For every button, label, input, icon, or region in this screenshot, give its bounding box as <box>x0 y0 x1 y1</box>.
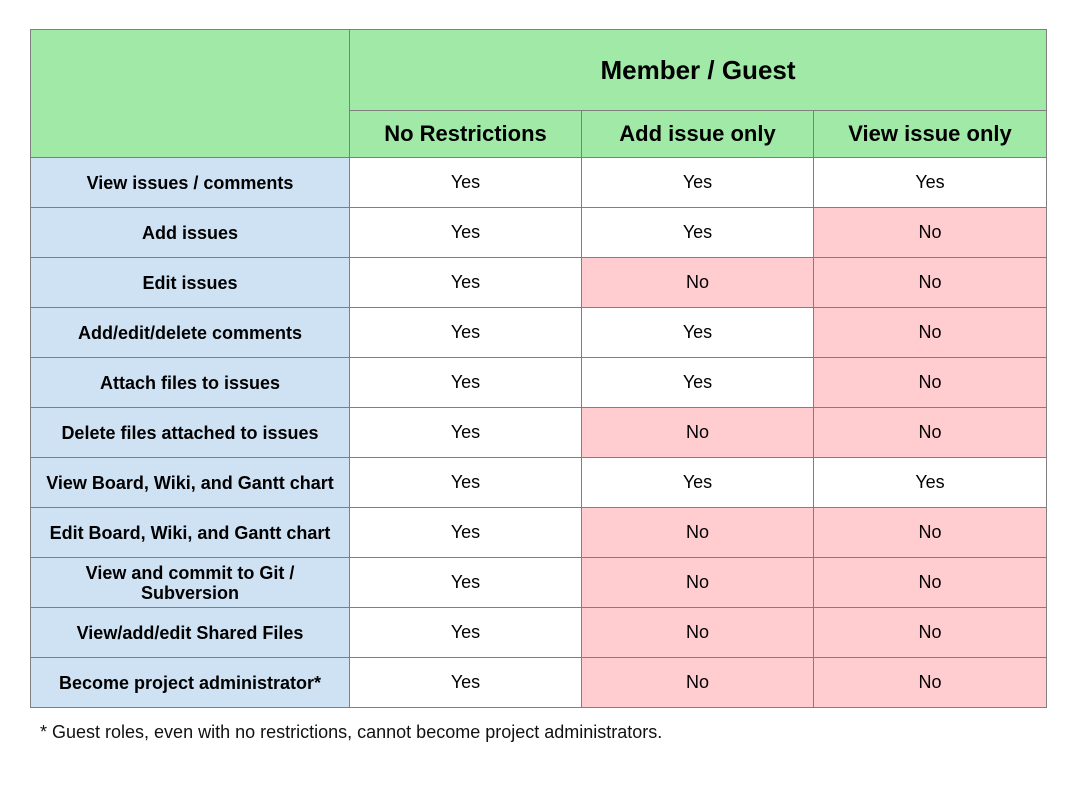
permission-cell: No <box>814 408 1047 458</box>
row-header: Edit Board, Wiki, and Gantt chart <box>31 508 350 558</box>
corner-cell <box>31 30 350 158</box>
permission-cell: No <box>582 508 814 558</box>
column-header-view-issue-only: View issue only <box>814 111 1047 158</box>
row-header: Delete files attached to issues <box>31 408 350 458</box>
permission-cell: No <box>814 308 1047 358</box>
permission-cell: No <box>582 258 814 308</box>
permission-cell: Yes <box>582 308 814 358</box>
row-header: View issues / comments <box>31 158 350 208</box>
row-header: Become project administrator* <box>31 658 350 708</box>
permission-cell: Yes <box>350 358 582 408</box>
table-row <box>31 408 1047 458</box>
table-row <box>31 158 1047 208</box>
row-header: Edit issues <box>31 258 350 308</box>
table-row <box>31 358 1047 408</box>
table-row <box>31 308 1047 358</box>
group-header: Member / Guest <box>350 30 1047 111</box>
permission-cell: No <box>814 258 1047 308</box>
permission-cell: Yes <box>350 658 582 708</box>
footnote: * Guest roles, even with no restrictions, cannot become project administrators. <box>40 722 663 742</box>
permission-cell: No <box>582 608 814 658</box>
permission-cell: Yes <box>814 458 1047 508</box>
permission-cell: No <box>814 208 1047 258</box>
permission-cell: Yes <box>814 158 1047 208</box>
permission-cell: Yes <box>350 408 582 458</box>
table-row <box>31 258 1047 308</box>
permissions-table <box>30 29 1047 708</box>
table-row <box>31 508 1047 558</box>
table-row <box>31 458 1047 508</box>
row-header: Add/edit/delete comments <box>31 308 350 358</box>
row-header: View Board, Wiki, and Gantt chart <box>31 458 350 508</box>
table-row <box>31 208 1047 258</box>
permission-cell: Yes <box>350 558 582 608</box>
permission-cell: Yes <box>582 158 814 208</box>
permission-cell: No <box>814 358 1047 408</box>
table-row <box>31 608 1047 658</box>
permission-cell: Yes <box>350 608 582 658</box>
permission-cell: No <box>582 558 814 608</box>
permission-cell: No <box>582 658 814 708</box>
permission-cell: No <box>582 408 814 458</box>
permission-cell: Yes <box>582 358 814 408</box>
permission-cell: Yes <box>350 158 582 208</box>
table-row <box>31 558 1047 608</box>
table-row <box>31 658 1047 708</box>
row-header: View/add/edit Shared Files <box>31 608 350 658</box>
permission-cell: Yes <box>582 458 814 508</box>
row-header: Add issues <box>31 208 350 258</box>
permission-cell: No <box>814 508 1047 558</box>
permission-cell: Yes <box>350 508 582 558</box>
column-header-no-restrictions: No Restrictions <box>350 111 582 158</box>
permission-cell: Yes <box>350 458 582 508</box>
permission-cell: Yes <box>350 258 582 308</box>
permission-cell: No <box>814 558 1047 608</box>
permission-cell: Yes <box>350 308 582 358</box>
row-header: View and commit to Git / Subversion <box>31 558 350 608</box>
column-header-add-issue-only: Add issue only <box>582 111 814 158</box>
permission-cell: No <box>814 658 1047 708</box>
permission-cell: Yes <box>582 208 814 258</box>
permission-cell: No <box>814 608 1047 658</box>
row-header: Attach files to issues <box>31 358 350 408</box>
permission-cell: Yes <box>350 208 582 258</box>
